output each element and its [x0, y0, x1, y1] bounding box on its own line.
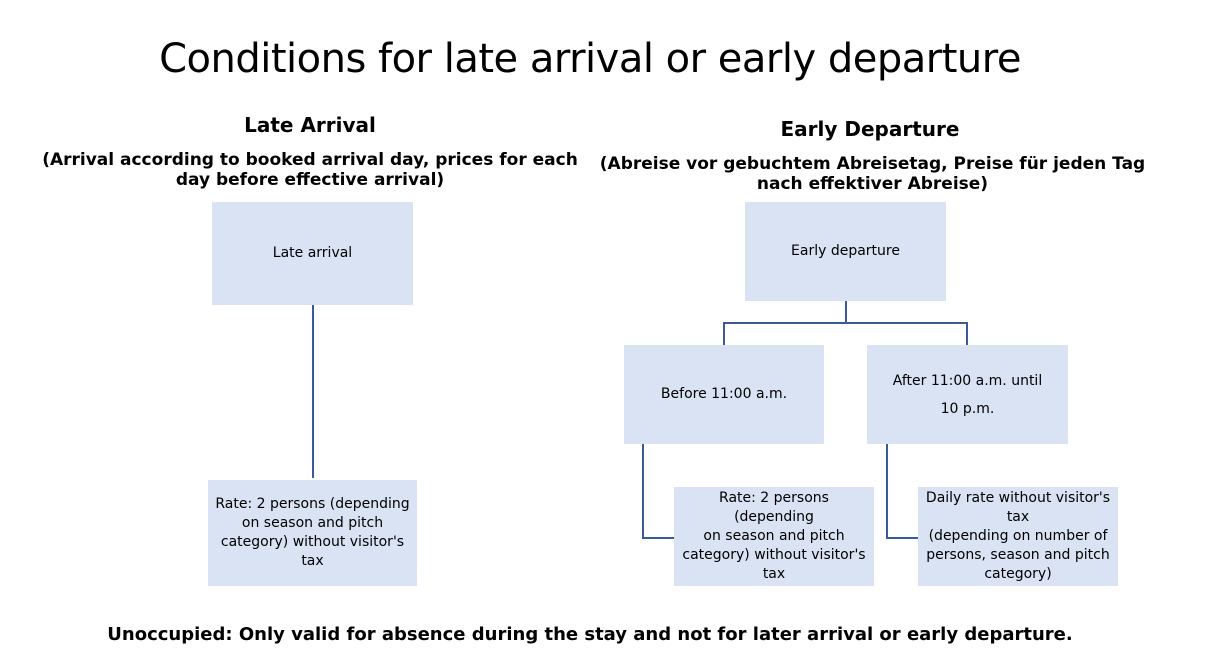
page-title: Conditions for late arrival or early departure	[159, 36, 1021, 82]
late-arrival-rate-line-3: category) without visitor's tax	[220, 534, 405, 569]
after-11am-rate-line-3: (depending on number of	[928, 528, 1108, 544]
after-11am-rate-text	[926, 489, 1110, 584]
late-arrival-box	[212, 202, 413, 305]
after-11am-rate-line-5: category)	[984, 566, 1052, 582]
late-arrival-box-label: Late arrival	[272, 245, 353, 261]
before-11am-label: Before 11:00 a.m.	[660, 386, 788, 402]
before-11am-rate-line-3: category) without visitor's	[682, 547, 866, 563]
before-11am-rate-line-4: tax	[762, 566, 786, 582]
late-arrival-rate-box	[208, 480, 417, 586]
after-11am-rate-line-1: Daily rate without visitor's	[925, 490, 1111, 506]
after-branch-connector	[966, 322, 968, 346]
early-departure-stem	[845, 301, 847, 323]
early-departure-subtitle	[595, 154, 1150, 194]
late-arrival-rate-text	[214, 495, 411, 571]
late-arrival-subtitle-line-2: day before effective arrival)	[175, 170, 445, 190]
late-arrival-connector	[312, 305, 314, 478]
after-11am-line-1: After 11:00 a.m. until	[892, 372, 1043, 389]
before-result-connector-horizontal	[642, 537, 674, 539]
after-11am-text	[893, 367, 1042, 423]
unoccupied-note: Unoccupied: Only valid for absence during the stay and not for later arrival or early departure.	[107, 624, 1073, 645]
after-11am-rate-line-4: persons, season and pitch	[926, 547, 1110, 563]
after-11am-box	[867, 345, 1068, 444]
late-arrival-heading: Late Arrival	[244, 113, 376, 137]
after-11am-line-2: 10 p.m.	[940, 400, 995, 417]
before-11am-rate-line-1: Rate: 2 persons (depending	[719, 490, 829, 525]
before-11am-rate-box	[674, 487, 874, 586]
after-11am-rate-line-2: tax	[1006, 509, 1030, 525]
before-11am-rate-text	[680, 489, 868, 584]
before-11am-box	[624, 345, 824, 444]
late-arrival-subtitle	[30, 150, 590, 190]
before-result-connector-vertical	[642, 444, 644, 538]
early-departure-heading: Early Departure	[780, 117, 960, 141]
before-branch-connector	[723, 322, 725, 346]
after-result-connector-vertical	[886, 444, 888, 538]
early-departure-box	[745, 202, 946, 301]
after-result-connector-horizontal	[886, 537, 918, 539]
early-departure-subtitle-line-2: nach effektiver Abreise)	[756, 174, 989, 194]
early-departure-branch-bar	[723, 322, 968, 324]
before-11am-rate-line-2: on season and pitch	[703, 528, 845, 544]
early-departure-subtitle-line-1: (Abreise vor gebuchtem Abreisetag, Preise für jeden Tag	[599, 154, 1146, 174]
late-arrival-rate-line-1: Rate: 2 persons (depending	[215, 496, 410, 512]
after-11am-rate-box	[918, 487, 1118, 586]
late-arrival-rate-line-2: on season and pitch	[241, 515, 384, 531]
late-arrival-subtitle-line-1: (Arrival according to booked arrival day, prices for each	[42, 150, 578, 170]
early-departure-box-label: Early departure	[791, 243, 900, 259]
